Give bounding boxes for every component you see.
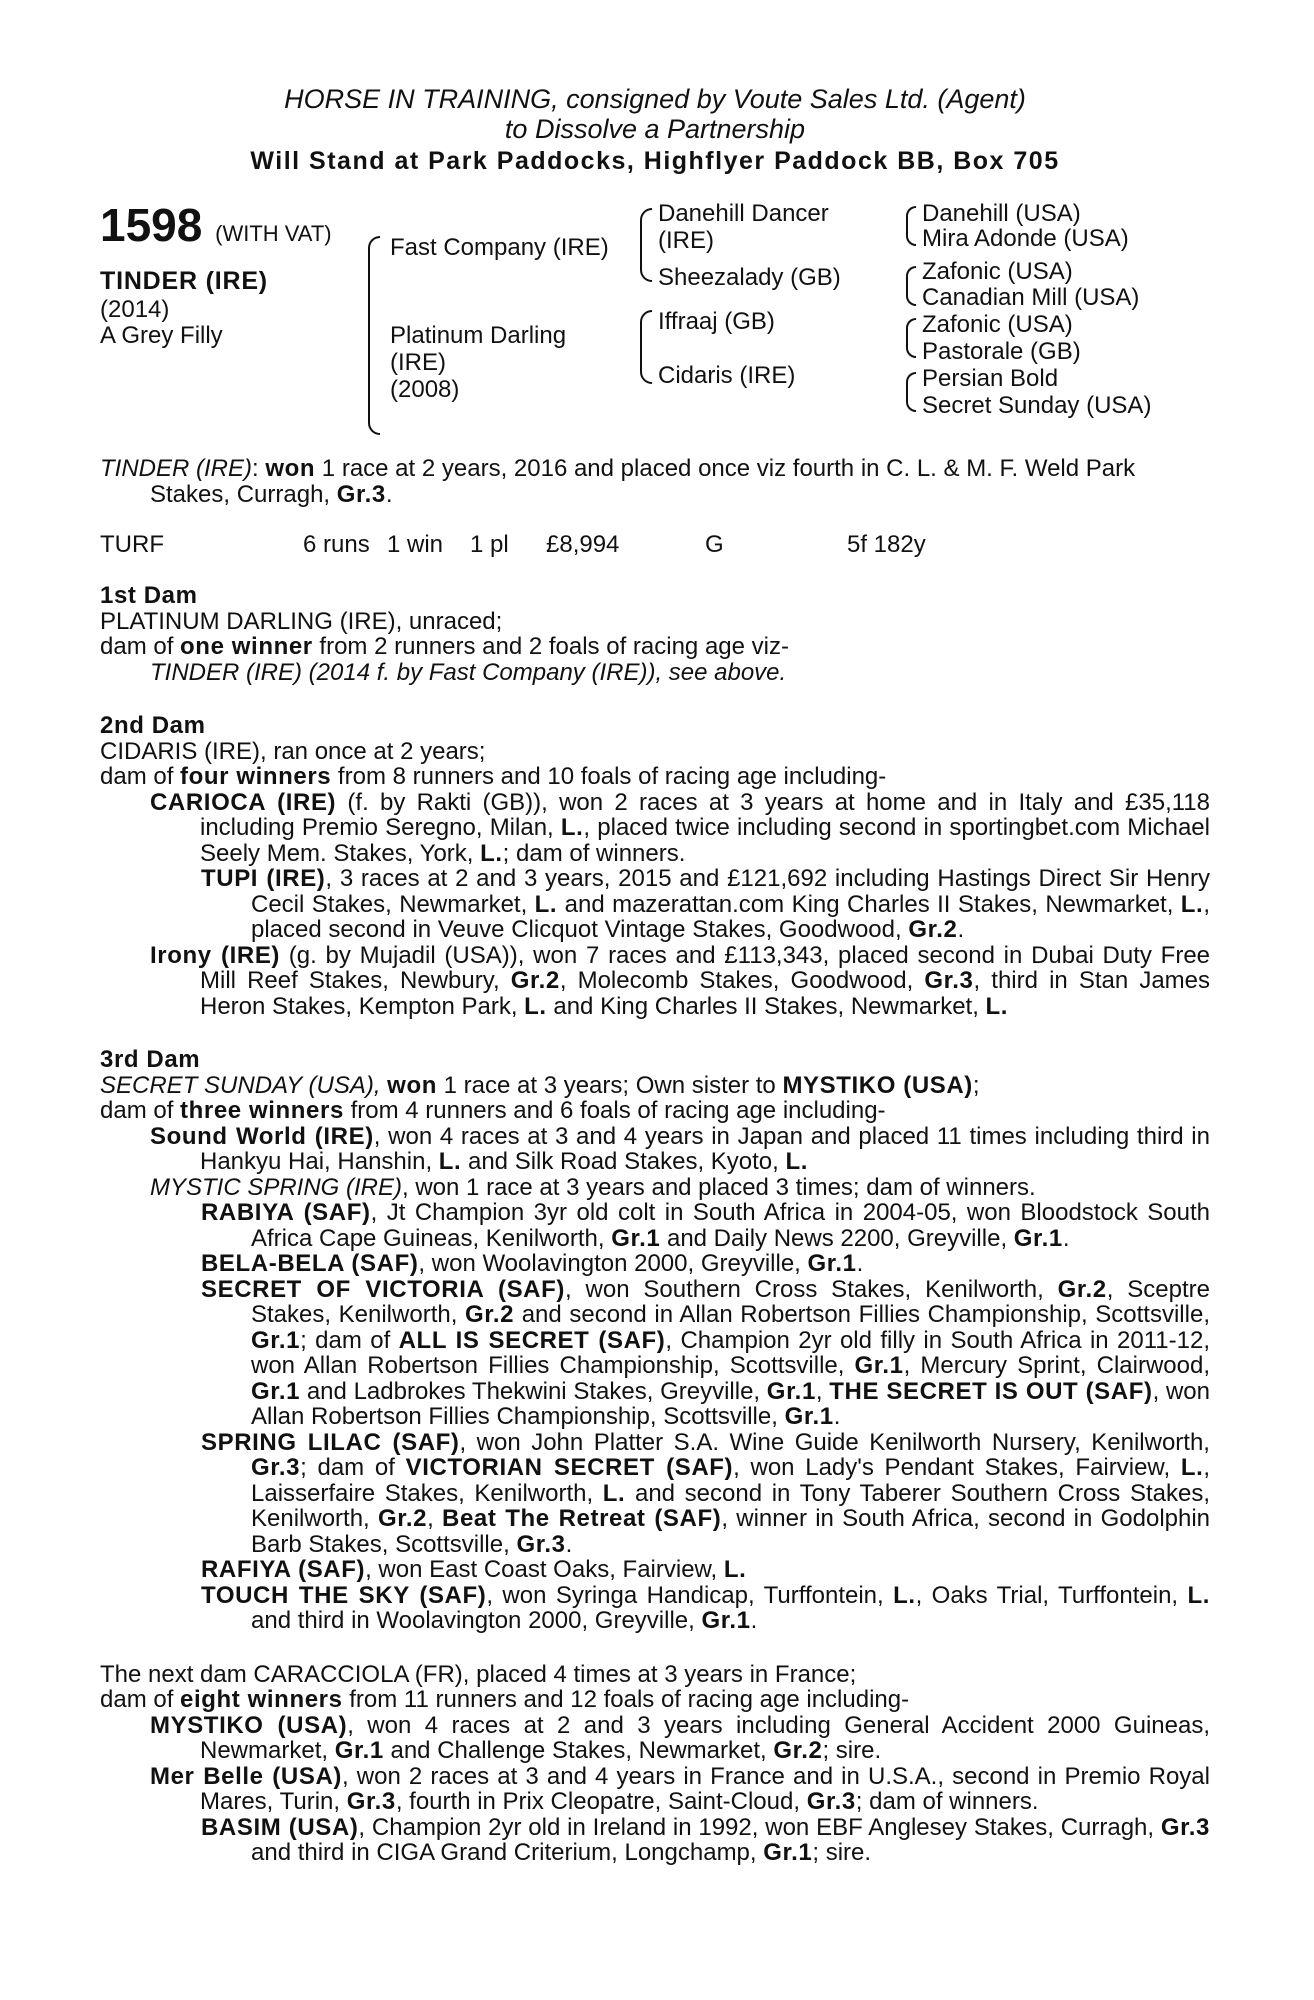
progeny-entry: BASIM (USA), Champion 2yr old in Ireland in 1992, won EBF Anglesey Stakes, Curragh, Gr.3 and third in CIGA Grand Criterium, Longchamp, Gr.1; sire. (201, 1813, 1210, 1866)
dss: Zafonic (USA) (922, 311, 1073, 338)
progeny-entry: SECRET OF VICTORIA (SAF), won Southern Cross Stakes, Kenilworth, Gr.2, Sceptre Stakes, Kenilworth, Gr.2 and second in Allan Robertson Fillies Championship, Scottsville, Gr.1; dam of ALL IS SECRET (SAF), Champion 2yr old filly in South Africa in 2011-12, won Allan Robertson Fillies Championship, Scottsville, Gr.1, Mercury Sprint, Clairwood, Gr.1 and Ladbrokes Thekwini Stakes, Greyville, Gr.1, THE SECRET IS OUT (SAF), won Allan Robertson Fillies Championship, Scottsville, Gr.1. (201, 1275, 1211, 1430)
progeny-entry: MYSTIC SPRING (IRE), won 1 race at 3 years and placed 3 times; dam of winners. (150, 1173, 1036, 1201)
sire: Fast Company (IRE) (390, 234, 609, 261)
progeny-entry: RABIYA (SAF), Jt Champion 3yr old colt in South Africa in 2004-05, won Bloodstock South Africa Cape Guineas, Kenilworth, Gr.1 and Daily News 2200, Greyville, Gr.1. (201, 1199, 1210, 1252)
progeny-entry: Sound World (IRE), won 4 races at 3 and 4 years in Japan and placed 11 times including third in Hankyu Hai, Hanshin, L. and Silk Road Stakes, Kyoto, L. (150, 1122, 1210, 1175)
runs: 6 runs (303, 531, 370, 558)
foaling-year: (2014) (100, 296, 170, 323)
progeny-entry: TOUCH THE SKY (SAF), won Syringa Handicap, Turffontein, L., Oaks Trial, Turffontein, L. and third in Woolavington 2000, Greyville, Gr.1. (201, 1581, 1211, 1634)
dam-line1: Platinum Darling (390, 322, 567, 349)
sdd: Canadian Mill (USA) (922, 284, 1140, 311)
progeny-entry: Mer Belle (USA), won 2 races at 3 and 4 years in France and in U.S.A., second in Premio Royal Mares, Turin, Gr.3, fourth in Prix Cleopatre, Saint-Cloud, Gr.3; dam of winners. (150, 1762, 1210, 1815)
location-line: Will Stand at Park Paddocks, Highflyer Paddock BB, Box 705 (250, 147, 1060, 175)
sds: Zafonic (USA) (922, 258, 1073, 285)
partnership-line: to Dissolve a Partnership (504, 114, 806, 144)
ssd: Mira Adonde (USA) (922, 225, 1129, 252)
progeny-entry: TINDER (IRE) (2014 f. by Fast Company (IRE)), see above. (150, 658, 787, 686)
second-dam-section: 2nd Dam CIDARIS (IRE), ran once at 2 years; dam of four winners from 8 runners and 10 foals of racing age including- CARIOCA (IRE) (f. by Rakti (GB)), won 2 races at 3 years at home and in Italy and £35,118 including Premio Seregno, Milan, L., placed twice including second in sportingbet.com Michael Seely Mem. Stakes, York, L.; dam of winners. TUPI (IRE), 3 races at 2 and 3 years, 2015 and £121,692 including Hastings Direct Sir Henry Cecil Stakes, Newmarket, L. and mazerattan.com King Charles II Stakes, Newmarket, L., placed second in Veuve Clicquot Vintage Stakes, Goodwood, Gr.2. Irony (IRE) (g. by Mujadil (USA)), won 7 races and £113,343, placed second in Dubai Duty Free Mill Reef Stakes, Newbury, Gr.2, Molecomb Stakes, Goodwood, Gr.3, third in Stan James Heron Stakes, Kempton Park, L. and King Charles II Stakes, Newmarket, L. (100, 712, 1211, 1020)
pedigree-bracket (640, 310, 652, 384)
sire-sire-line2: (IRE) (658, 227, 714, 254)
pedigree-table (100, 200, 1210, 440)
dam-sire: Iffraaj (GB) (658, 308, 775, 335)
dsd: Pastorale (GB) (922, 338, 1081, 365)
first-dam-section: 1st Dam PLATINUM DARLING (IRE), unraced; dam of one winner from 2 runners and 2 foals of racing age viz- TINDER (IRE) (2014 f. by Fast Company (IRE)), see above. (100, 583, 1210, 685)
lot-number: 1598 (WITH VAT) (100, 199, 332, 251)
pedigree-bracket (640, 208, 652, 282)
earnings: £8,994 (546, 531, 620, 558)
wins: 1 win (387, 531, 444, 558)
catalogue-entry (100, 84, 1210, 1866)
vat-note: (WITH VAT) (215, 221, 332, 246)
consignor-line: HORSE IN TRAINING, consigned by Voute Sales Ltd. (Agent) (284, 84, 1026, 114)
surface: TURF (100, 531, 164, 558)
progeny-entry: RAFIYA (SAF), won East Coast Oaks, Fairview, L. (201, 1556, 747, 1583)
pedigree-bracket (906, 372, 916, 412)
sire-dam: Sheezalady (GB) (658, 264, 841, 291)
pedigree-bracket (906, 266, 916, 306)
race-summary: TINDER (IRE): won 1 race at 2 years, 2016 and placed once viz fourth in C. L. & M. F. Weld Park Stakes, Curragh, Gr.3. (100, 455, 1136, 508)
progeny-entry: TUPI (IRE), 3 races at 2 and 3 years, 2015 and £121,692 including Hastings Direct Sir Henry Cecil Stakes, Newmarket, L. and mazerattan.com King Charles II Stakes, Newmarket, L., placed second in Veuve Clicquot Vintage Stakes, Goodwood, Gr.2. (201, 865, 1211, 943)
progeny-entry: MYSTIKO (USA), won 4 races at 2 and 3 years including General Accident 2000 Guineas, Newmarket, Gr.1 and Challenge Stakes, Newmarket, Gr.2; sire. (150, 1711, 1210, 1764)
progeny-entry: Irony (IRE) (g. by Mujadil (USA)), won 7 races and £113,343, placed second in Dubai Duty Free Mill Reef Stakes, Newbury, Gr.2, Molecomb Stakes, Goodwood, Gr.3, third in Stan James Heron Stakes, Kempton Park, L. and King Charles II Stakes, Newmarket, L. (150, 941, 1211, 1020)
sss: Danehill (USA) (922, 200, 1081, 227)
placings: 1 pl (470, 531, 509, 558)
sire-sire-line1: Danehill Dancer (658, 200, 829, 227)
race-record-row (100, 531, 1210, 559)
horse-description: A Grey Filly (100, 322, 223, 349)
progeny-entry: BELA-BELA (SAF), won Woolavington 2000, Greyville, Gr.1. (201, 1250, 864, 1277)
dds: Persian Bold (922, 365, 1059, 392)
progeny-entry: SPRING LILAC (SAF), won John Platter S.A. Wine Guide Kenilworth Nursery, Kenilworth, Gr.3; dam of VICTORIAN SECRET (SAF), won Lady's Pendant Stakes, Fairview, L., Laisserfaire Stakes, Kenilworth, L. and second in Tony Taberer Southern Cross Stakes, Kenilworth, Gr.2, Beat The Retreat (SAF), winner in South Africa, second in Godolphin Barb Stakes, Scottsville, Gr.3. (201, 1428, 1211, 1558)
section-heading: 1st Dam (100, 582, 198, 609)
dam-line2: (IRE) (390, 349, 446, 376)
going: G (705, 531, 724, 558)
pedigree-bracket (368, 236, 380, 435)
dam-dam: Cidaris (IRE) (658, 362, 796, 389)
horse-name: TINDER (IRE) (100, 267, 268, 295)
progeny-entry: CARIOCA (IRE) (f. by Rakti (GB)), won 2 races at 3 years at home and in Italy and £35,118 including Premio Seregno, Milan, L., placed twice including second in sportingbet.com Michael Seely Mem. Stakes, York, L.; dam of winners. (150, 788, 1210, 867)
dam-line3: (2008) (390, 376, 460, 403)
pedigree-bracket (906, 206, 916, 246)
ddd: Secret Sunday (USA) (922, 392, 1152, 419)
next-dam-section: The next dam CARACCIOLA (FR), placed 4 times at 3 years in France; dam of eight winners from 11 runners and 12 foals of racing age including- MYSTIKO (USA), won 4 races at 2 and 3 years including General Accident 2000 Guineas, Newmarket, Gr.1 and Challenge Stakes, Newmarket, Gr.2; sire. Mer Belle (USA), won 2 races at 3 and 4 years in France and in U.S.A., second in Premio Royal Mares, Turin, Gr.3, fourth in Prix Cleopatre, Saint-Cloud, Gr.3; dam of winners. BASIM (USA), Champion 2yr old in Ireland in 1992, won EBF Anglesey Stakes, Curragh, Gr.3 and third in CIGA Grand Criterium, Longchamp, Gr.1; sire. (100, 1660, 1210, 1866)
section-heading: 3rd Dam (100, 1046, 201, 1073)
distance: 5f 182y (847, 531, 926, 558)
third-dam-section: 3rd Dam SECRET SUNDAY (USA), won 1 race at 3 years; Own sister to MYSTIKO (USA); dam of three winners from 4 runners and 6 foals of racing age including- Sound World (IRE), won 4 races at 3 and 4 years in Japan and placed 11 times including third in Hankyu Hai, Hanshin, L. and Silk Road Stakes, Kyoto, L. MYSTIC SPRING (IRE), won 1 race at 3 years and placed 3 times; dam of winners. RABIYA (SAF), Jt Champion 3yr old colt in South Africa in 2004-05, won Bloodstock South Africa Cape Guineas, Kenilworth, Gr.1 and Daily News 2200, Greyville, Gr.1. BELA-BELA (SAF), won Woolavington 2000, Greyville, Gr.1. SECRET OF VICTORIA (SAF), won Southern Cross Stakes, Kenilworth, Gr.2, Sceptre Stakes, Kenilworth, Gr.2 and second in Allan Robertson Fillies Championship, Scottsville, Gr.1; dam of ALL IS SECRET (SAF), Champion 2yr old filly in South Africa in 2011-12, won Allan Robertson Fillies Championship, Scottsville, Gr.1, Mercury Sprint, Clairwood, Gr.1 and Ladbrokes Thekwini Stakes, Greyville, Gr.1, THE SECRET IS OUT (SAF), won Allan Robertson Fillies Championship, Scottsville, Gr.1. SPRING LILAC (SAF), won John Platter S.A. Wine Guide Kenilworth Nursery, Kenilworth, Gr.3; dam of VICTORIAN SECRET (SAF), won Lady's Pendant Stakes, Fairview, L., Laisserfaire Stakes, Kenilworth, L. and second in Tony Taberer Southern Cross Stakes, Kenilworth, Gr.2, Beat The Retreat (SAF), winner in South Africa, second in Godolphin Barb Stakes, Scottsville, Gr.3. RAFIYA (SAF), won East Coast Oaks, Fairview, L. TOUCH THE SKY (SAF), won Syringa Handicap, Turffontein, L., Oaks Trial, Turffontein, L. and third in Woolavington 2000, Greyville, Gr.1. (100, 1046, 1211, 1634)
section-heading: 2nd Dam (100, 712, 206, 739)
pedigree-bracket (906, 318, 916, 358)
